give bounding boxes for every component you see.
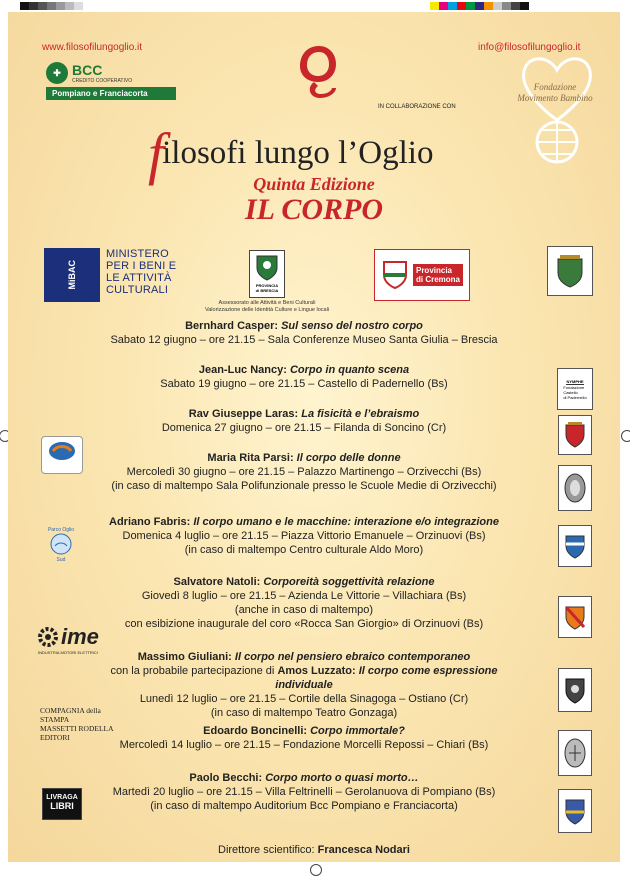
event-4 [98,451,510,493]
municipal-crest-icon [556,253,584,289]
scientific-director [8,844,620,856]
parco-oglio-logo [42,527,80,573]
event-details-alt: (in caso di maltempo Centro culturale Aldo Moro) [184,544,424,556]
event-details-alt: (in caso di maltempo Auditorium Bcc Pompiano e Franciacorta) [150,800,458,812]
brescia-label: PROVINCIA di BRESCIA [255,283,279,293]
bcc-name: BCC [72,62,103,78]
gear-icon [38,627,58,647]
color-calibration-strip-right [430,2,529,10]
event-details: Domenica 4 luglio – ore 21.15 – Piazza Vittorio Emanuele – Orzinuovi (Bs) [122,530,486,542]
event-3 [98,407,510,435]
association-icon [47,440,77,462]
provincia-brescia-logo [249,250,285,298]
event-details-extra: con esibizione inaugurale del coro «Rocca San Giorgio» di Orzinuovi (Bs) [124,618,484,630]
ime-sub: INDUSTRIA MOTORI ELETTRICI [38,650,98,655]
event-9 [98,771,510,813]
bcc-sub: CREDITO COOPERATIVO [72,78,133,84]
crest-chiari [558,730,592,776]
edition-label: Quinta Edizione [253,174,375,194]
event-speaker: Massimo Giuliani: [137,651,232,663]
mibac-mark: MiBAC [44,248,100,302]
libri-label: LIBRI [50,801,74,811]
event-5 [98,515,510,557]
bcc-logo [46,62,176,100]
crest-icon [563,736,587,770]
event-details: Giovedì 8 luglio – ore 21.15 – Azienda Le Vittorie – Villachiara (Bs) [141,590,467,602]
provincia-cremona-logo [374,249,470,301]
parco-oglio-label: Parco Oglio [47,527,75,533]
director-label: Direttore scientifico: [218,844,318,856]
parco-sud-label: Sud [56,557,66,563]
poster [8,12,620,862]
crest-pompiano [558,789,592,833]
event-speaker: Edoardo Boncinelli: [203,725,308,737]
ime-label: ime [61,624,99,649]
crest-icon [563,471,587,505]
crest-icon [564,796,586,826]
event-details-alt: (in caso di maltempo Teatro Gonzaga) [210,707,398,719]
crest-orzivecchi [558,465,592,511]
crest-icon [564,532,586,560]
website-link[interactable]: www.filosofilungoglio.it [42,42,143,53]
event-speaker: Adriano Fabris: [109,516,191,528]
crest-soncino [558,415,592,455]
padernello-label: Fondazione Castello di Padernello [563,384,587,400]
festival-q-logo-icon [296,42,342,104]
event-speaker: Salvatore Natoli: [173,576,261,588]
fondazione-heart-logo-icon [502,50,612,168]
email-link[interactable]: info@filosofilungoglio.it [478,42,581,53]
bcc-cross-icon: ✚ [46,62,68,84]
ime-logo [38,624,120,656]
event-speaker: Bernhard Casper: [185,320,279,332]
cremona-crest-icon [381,259,409,291]
event-topic: Sul senso del nostro corpo [281,320,423,332]
ministero-text: MINISTERO PER I BENI E LE ATTIVITÀ CULTURALI [106,248,177,296]
event-guest-topic: Il corpo come espressione individuale [275,665,498,691]
theme-title: IL CORPO [244,193,384,226]
director-name: Francesca Nodari [317,844,410,856]
event-speaker: Jean-Luc Nancy: [198,364,287,376]
event-topic: La fisicità e l’ebraismo [301,408,420,420]
event-8 [98,724,510,752]
livraga-libri-logo [42,788,82,820]
livraga-label: LIVRAGA [46,794,78,801]
event-topic: Corporeità soggettività relazione [263,576,435,588]
registration-mark-right [621,430,630,442]
event-1 [98,319,510,347]
event-topic: Il corpo delle donne [296,452,401,464]
event-details-alt: (anche in caso di maltempo) [234,604,374,616]
event-details: Martedì 20 luglio – ore 21.15 – Villa Feltrinelli – Gerolanuova di Pompiano (Bs) [112,786,496,798]
title-text: ilosofi lungo l’Oglio [162,135,434,171]
event-guest-speaker: Amos Luzzato: [277,665,356,677]
event-details-alt: (in caso di maltempo Sala Polifunzionale presso le Scuole Medie di Orzivecchi) [111,480,497,492]
bcc-branch: Pompiano e Franciacorta [46,87,176,100]
nymphe-logo [557,368,593,410]
event-details: Mercoledì 30 giugno – ore 21.15 – Palazzo Martinengo – Orzivecchi (Bs) [126,466,482,478]
crest-icon [564,675,586,705]
event-6 [98,575,510,631]
crest-ostiano [558,668,592,712]
crest-villachiara [558,596,592,638]
left-logo-1 [41,436,83,474]
event-topic: Il corpo umano e le macchine: interazione e/o integrazione [193,516,499,528]
event-speaker: Maria Rita Parsi: [207,452,294,464]
event-details: Sabato 19 giugno – ore 21.15 – Castello di Padernello (Bs) [160,378,448,390]
event-speaker: Rav Giuseppe Laras: [188,408,299,420]
crest-orzinuovi [558,525,592,567]
color-calibration-strip [20,2,83,10]
nymphe-label: NYMPHE [566,378,584,384]
event-details: Sabato 12 giugno – ore 21.15 – Sala Conferenze Museo Santa Giulia – Brescia [110,334,498,346]
crest-icon [564,421,586,449]
event-guest-intro: con la probabile partecipazione di [110,665,278,677]
compagnia-stampa-logo: COMPAGNIA della STAMPA MASSETTI RODELLA EDITORI [40,706,114,742]
brescia-crest-icon [255,254,279,282]
event-topic: Il corpo nel pensiero ebraico contemporaneo [234,651,471,663]
title-initial: f [148,121,165,186]
municipal-crest-top [547,246,593,296]
fondazione-text: Fondazione Movimento Bambino [517,82,593,103]
event-7 [98,650,510,720]
event-details: Lunedì 12 luglio – ore 21.15 – Cortile della Sinagoga – Ostiano (Cr) [139,693,469,705]
ministero-logo [44,248,176,302]
event-topic: Corpo morto o quasi morto… [265,772,419,784]
event-details: Mercoledì 14 luglio – ore 21.15 – Fondazione Morcelli Repossi – Chiari (Bs) [119,739,489,751]
event-details: Domenica 27 giugno – ore 21.15 – Filanda di Soncino (Cr) [161,422,447,434]
crest-icon [564,603,586,631]
event-2 [98,363,510,391]
registration-mark-bottom [310,864,322,876]
event-speaker: Paolo Becchi: [189,772,263,784]
parco-icon [50,533,72,555]
collaboration-label: IN COLLABORAZIONE CON [378,104,456,110]
event-topic: Corpo immortale? [310,725,405,737]
assessorato-text: Assessorato alle Attività e Beni Culturali Valorizzazione delle Identità Culture e Lingue locali [204,300,330,313]
event-topic: Corpo in quanto scena [289,364,410,376]
cremona-label: Provincia di Cremona [413,264,463,286]
